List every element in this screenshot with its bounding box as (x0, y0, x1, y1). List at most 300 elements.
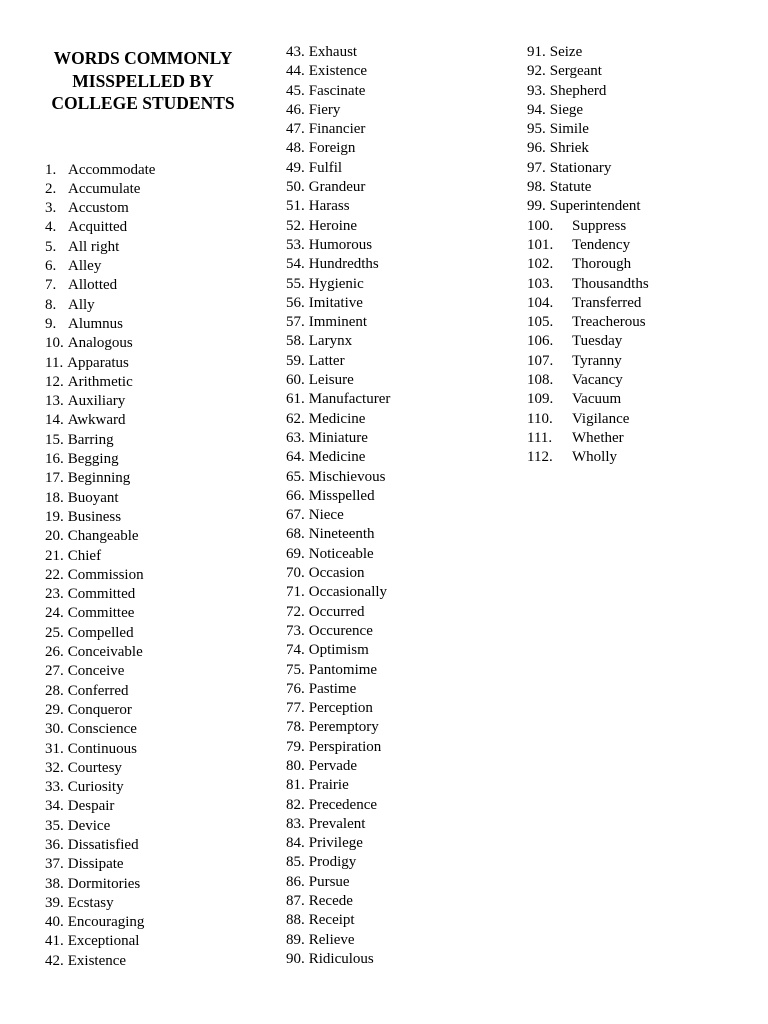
item-word: Dormitories (67, 875, 141, 892)
item-number: 104. (527, 294, 554, 311)
list-item (527, 410, 649, 429)
list-item (286, 564, 390, 583)
item-word: Simile (549, 121, 589, 138)
item-word: Pursue (308, 873, 350, 890)
item-word: Courtesy (67, 759, 122, 776)
list-item (45, 778, 155, 797)
list-item (45, 354, 155, 373)
list-item (286, 275, 390, 294)
item-number: 88. (286, 912, 305, 929)
item-number: 70. (286, 565, 305, 582)
list-item (45, 643, 155, 662)
list-item (286, 911, 390, 930)
item-word: Privilege (308, 835, 363, 852)
item-word: Thorough (572, 256, 632, 273)
item-word: Continuous (67, 740, 137, 757)
list-item (45, 373, 155, 392)
item-word: Grandeur (308, 179, 366, 196)
item-number: 76. (286, 680, 305, 697)
item-number: 54. (286, 256, 305, 273)
item-number: 22. (45, 566, 64, 583)
item-number: 102. (527, 256, 554, 273)
list-item (45, 624, 155, 643)
list-item (286, 641, 390, 660)
item-number: 41. (45, 933, 64, 950)
item-word: Conceivable (67, 644, 143, 661)
item-word: Fascinate (308, 82, 366, 99)
item-word: Shriek (549, 140, 589, 157)
item-number: 48. (286, 140, 305, 157)
list-item (45, 875, 155, 894)
list-item (286, 603, 390, 622)
list-item (286, 680, 390, 699)
list-item (286, 950, 390, 969)
item-number: 26. (45, 644, 64, 661)
list-item (286, 159, 390, 178)
item-word: Medicine (308, 410, 366, 427)
list-item (45, 315, 155, 334)
item-number: 42. (45, 952, 64, 969)
item-word: Tyranny (572, 352, 622, 369)
item-word: Commission (67, 566, 144, 583)
item-word: Siege (549, 101, 584, 118)
item-number: 20. (45, 528, 64, 545)
word-column-3 (527, 43, 649, 468)
item-number: 111. (527, 429, 553, 446)
item-number: 94. (527, 101, 546, 118)
item-word: Occurred (308, 603, 365, 620)
item-word: Occasionally (308, 584, 388, 601)
item-number: 97. (527, 159, 546, 176)
list-item (45, 276, 155, 295)
list-item (45, 836, 155, 855)
item-number: 29. (45, 701, 64, 718)
list-item (527, 120, 649, 139)
list-item (45, 604, 155, 623)
title-line: MISSPELLED BY (72, 70, 214, 91)
list-item (286, 699, 390, 718)
list-item (527, 275, 649, 294)
list-item (286, 217, 390, 236)
word-column-2 (286, 43, 390, 969)
item-number: 35. (45, 817, 64, 834)
item-word: Tuesday (572, 333, 623, 350)
list-item (527, 352, 649, 371)
list-item (527, 332, 649, 351)
item-word: Existence (308, 63, 368, 80)
list-item (45, 334, 155, 353)
item-number: 74. (286, 642, 305, 659)
item-number: 39. (45, 894, 64, 911)
item-number: 67. (286, 507, 305, 524)
list-item (286, 776, 390, 795)
item-word: Mischievous (308, 468, 386, 485)
item-word: Despair (67, 798, 115, 815)
item-number: 61. (286, 391, 305, 408)
list-item (286, 757, 390, 776)
item-word: Optimism (308, 642, 369, 659)
item-word: Business (67, 508, 122, 525)
item-number: 49. (286, 159, 305, 176)
item-word: Exceptional (67, 933, 140, 950)
list-item (45, 566, 155, 585)
item-number: 89. (286, 931, 305, 948)
item-number: 2. (45, 180, 57, 197)
item-word: Prairie (308, 777, 349, 794)
item-word: Pastime (308, 680, 357, 697)
list-item (527, 139, 649, 158)
item-word: Noticeable (308, 545, 374, 562)
list-item (286, 352, 390, 371)
item-number: 63. (286, 429, 305, 446)
list-item (45, 682, 155, 701)
item-word: Transferred (572, 294, 642, 311)
item-number: 17. (45, 470, 64, 487)
list-item (45, 238, 155, 257)
list-item (45, 662, 155, 681)
item-word: Ecstasy (67, 894, 114, 911)
item-number: 46. (286, 101, 305, 118)
list-item (286, 525, 390, 544)
page-title (38, 47, 248, 115)
item-number: 82. (286, 796, 305, 813)
item-word: Awkward (67, 412, 126, 429)
item-number: 80. (286, 757, 305, 774)
item-number: 112. (527, 449, 553, 466)
list-item (45, 547, 155, 566)
item-number: 25. (45, 624, 64, 641)
item-number: 83. (286, 815, 305, 832)
list-item (527, 197, 649, 216)
item-number: 71. (286, 584, 305, 601)
list-item (527, 101, 649, 120)
list-item (45, 894, 155, 913)
item-number: 85. (286, 854, 305, 871)
item-number: 109. (527, 391, 554, 408)
list-item (286, 120, 390, 139)
item-word: Committed (67, 586, 136, 603)
item-number: 18. (45, 489, 64, 506)
item-word: Changeable (67, 528, 139, 545)
item-number: 101. (527, 236, 554, 253)
item-word: Prevalent (308, 815, 366, 832)
list-item (286, 448, 390, 467)
item-number: 28. (45, 682, 64, 699)
item-word: Ally (68, 296, 95, 313)
item-number: 45. (286, 82, 305, 99)
item-number: 4. (45, 219, 57, 236)
item-word: Encouraging (67, 914, 145, 931)
item-word: Manufacturer (308, 391, 391, 408)
item-word: Apparatus (67, 354, 129, 371)
list-item (45, 296, 155, 315)
item-number: 6. (45, 258, 57, 275)
item-word: Conferred (67, 682, 129, 699)
item-number: 100. (527, 217, 554, 234)
item-word: Precedence (308, 796, 378, 813)
item-number: 57. (286, 314, 305, 331)
list-item (527, 217, 649, 236)
list-item (286, 62, 390, 81)
item-number: 36. (45, 836, 64, 853)
item-number: 34. (45, 798, 64, 815)
item-number: 105. (527, 314, 554, 331)
list-item (286, 487, 390, 506)
list-item (286, 834, 390, 853)
item-word: Latter (308, 352, 345, 369)
item-word: Hundredths (308, 256, 379, 273)
item-number: 78. (286, 719, 305, 736)
item-word: Fiery (308, 101, 341, 118)
item-word: Vacuum (572, 391, 622, 408)
item-word: Occasion (308, 565, 365, 582)
item-number: 32. (45, 759, 64, 776)
item-word: Sergeant (549, 63, 602, 80)
item-number: 53. (286, 236, 305, 253)
item-word: Dissatisfied (67, 836, 139, 853)
item-word: Analogous (67, 335, 133, 352)
item-word: Vigilance (572, 410, 630, 427)
list-item (45, 952, 155, 971)
item-number: 79. (286, 738, 305, 755)
item-number: 68. (286, 526, 305, 543)
item-number: 15. (45, 431, 64, 448)
item-word: Recede (308, 893, 353, 910)
item-number: 75. (286, 661, 305, 678)
list-item (286, 313, 390, 332)
item-word: Medicine (308, 449, 366, 466)
item-number: 3. (45, 200, 57, 217)
item-number: 14. (45, 412, 64, 429)
list-item (45, 932, 155, 951)
item-number: 9. (45, 315, 57, 332)
item-word: Harass (308, 198, 350, 215)
item-word: Receipt (308, 912, 355, 929)
item-number: 43. (286, 44, 305, 60)
item-word: Perception (308, 700, 373, 717)
list-item (45, 450, 155, 469)
item-number: 13. (45, 393, 64, 410)
list-item (527, 43, 649, 62)
item-number: 77. (286, 700, 305, 717)
item-word: Existence (67, 952, 127, 969)
list-item (527, 178, 649, 197)
item-number: 10. (45, 335, 64, 352)
item-number: 8. (45, 296, 57, 313)
item-word: Whether (572, 429, 624, 446)
item-word: Allotted (68, 277, 118, 294)
list-item (286, 294, 390, 313)
item-number: 55. (286, 275, 305, 292)
item-word: Peremptory (308, 719, 379, 736)
item-word: Committee (67, 605, 135, 622)
list-item (286, 255, 390, 274)
item-word: Seize (549, 44, 583, 60)
item-word: Nineteenth (308, 526, 375, 543)
item-number: 31. (45, 740, 64, 757)
item-number: 11. (45, 354, 64, 371)
list-item (286, 197, 390, 216)
list-item (45, 817, 155, 836)
item-word: Acquitted (68, 219, 128, 236)
word-column-1 (45, 161, 155, 971)
item-word: Device (67, 817, 111, 834)
item-word: Wholly (572, 449, 617, 466)
list-item (45, 489, 155, 508)
item-word: Stationary (549, 159, 612, 176)
item-number: 21. (45, 547, 64, 564)
list-item (45, 218, 155, 237)
item-word: Exhaust (308, 44, 358, 60)
item-word: Hygienic (308, 275, 364, 292)
list-item (45, 585, 155, 604)
item-number: 98. (527, 179, 546, 196)
item-word: Pantomime (308, 661, 378, 678)
list-item (45, 392, 155, 411)
item-number: 1. (45, 161, 57, 178)
item-number: 90. (286, 950, 305, 967)
list-item (286, 738, 390, 757)
item-number: 99. (527, 198, 546, 215)
item-word: Prodigy (308, 854, 357, 871)
item-word: Thousandths (572, 275, 649, 292)
item-word: Leisure (308, 372, 354, 389)
item-number: 84. (286, 835, 305, 852)
item-word: Humorous (308, 236, 373, 253)
list-item (286, 796, 390, 815)
item-number: 47. (286, 121, 305, 138)
list-item (286, 873, 390, 892)
item-number: 59. (286, 352, 305, 369)
item-word: Heroine (308, 217, 358, 234)
item-number: 107. (527, 352, 554, 369)
item-number: 37. (45, 856, 64, 873)
item-number: 44. (286, 63, 305, 80)
title-line: COLLEGE STUDENTS (51, 93, 235, 113)
item-word: Conceive (67, 663, 125, 680)
list-item (45, 469, 155, 488)
list-item (286, 853, 390, 872)
item-number: 56. (286, 294, 305, 311)
item-number: 108. (527, 372, 554, 389)
list-item (45, 797, 155, 816)
list-item (286, 545, 390, 564)
item-number: 93. (527, 82, 546, 99)
item-number: 92. (527, 63, 546, 80)
item-word: Suppress (572, 217, 627, 234)
item-word: Superintendent (549, 198, 641, 215)
item-word: Fulfil (308, 159, 343, 176)
item-word: Statute (549, 179, 592, 196)
item-number: 69. (286, 545, 305, 562)
list-item (286, 139, 390, 158)
list-item (45, 199, 155, 218)
list-item (286, 43, 390, 62)
item-number: 64. (286, 449, 305, 466)
list-item (527, 159, 649, 178)
item-number: 96. (527, 140, 546, 157)
item-word: Buoyant (67, 489, 119, 506)
item-word: Relieve (308, 931, 355, 948)
item-number: 33. (45, 779, 64, 796)
list-item (286, 101, 390, 120)
list-item (286, 82, 390, 101)
item-number: 91. (527, 44, 546, 60)
item-number: 73. (286, 622, 305, 639)
list-item (286, 236, 390, 255)
item-word: Arithmetic (67, 373, 133, 390)
item-number: 81. (286, 777, 305, 794)
item-word: Alumnus (68, 315, 124, 332)
item-word: Treacherous (572, 314, 646, 331)
item-number: 19. (45, 508, 64, 525)
item-number: 58. (286, 333, 305, 350)
item-number: 23. (45, 586, 64, 603)
list-item (527, 448, 649, 467)
item-word: Perspiration (308, 738, 382, 755)
item-number: 65. (286, 468, 305, 485)
item-word: Accommodate (68, 161, 156, 178)
item-word: Pervade (308, 757, 358, 774)
list-item (286, 178, 390, 197)
item-number: 7. (45, 277, 57, 294)
list-item (286, 892, 390, 911)
list-item (286, 718, 390, 737)
item-word: Dissipate (67, 856, 124, 873)
list-item (45, 431, 155, 450)
list-item (45, 740, 155, 759)
list-item (45, 527, 155, 546)
item-number: 16. (45, 451, 64, 468)
list-item (527, 429, 649, 448)
item-word: Niece (308, 507, 344, 524)
item-number: 27. (45, 663, 64, 680)
list-item (45, 508, 155, 527)
item-word: Curiosity (67, 779, 124, 796)
item-number: 30. (45, 721, 64, 738)
item-number: 103. (527, 275, 554, 292)
item-word: Alley (68, 258, 102, 275)
item-word: Larynx (308, 333, 353, 350)
item-word: Tendency (572, 236, 631, 253)
item-number: 66. (286, 487, 305, 504)
list-item (527, 294, 649, 313)
item-word: Occurence (308, 622, 373, 639)
list-item (45, 913, 155, 932)
list-item (286, 468, 390, 487)
item-number: 24. (45, 605, 64, 622)
item-number: 40. (45, 914, 64, 931)
item-word: Miniature (308, 429, 368, 446)
list-item (286, 583, 390, 602)
item-number: 62. (286, 410, 305, 427)
item-word: Shepherd (549, 82, 607, 99)
list-item (286, 931, 390, 950)
item-word: Financier (308, 121, 366, 138)
list-item (45, 855, 155, 874)
list-item (527, 255, 649, 274)
list-item (45, 759, 155, 778)
item-word: All right (68, 238, 120, 255)
list-item (286, 622, 390, 641)
item-number: 87. (286, 893, 305, 910)
item-number: 50. (286, 179, 305, 196)
item-word: Begging (67, 451, 119, 468)
item-word: Imitative (308, 294, 363, 311)
list-item (527, 62, 649, 81)
list-item (286, 390, 390, 409)
item-word: Ridiculous (308, 950, 374, 967)
